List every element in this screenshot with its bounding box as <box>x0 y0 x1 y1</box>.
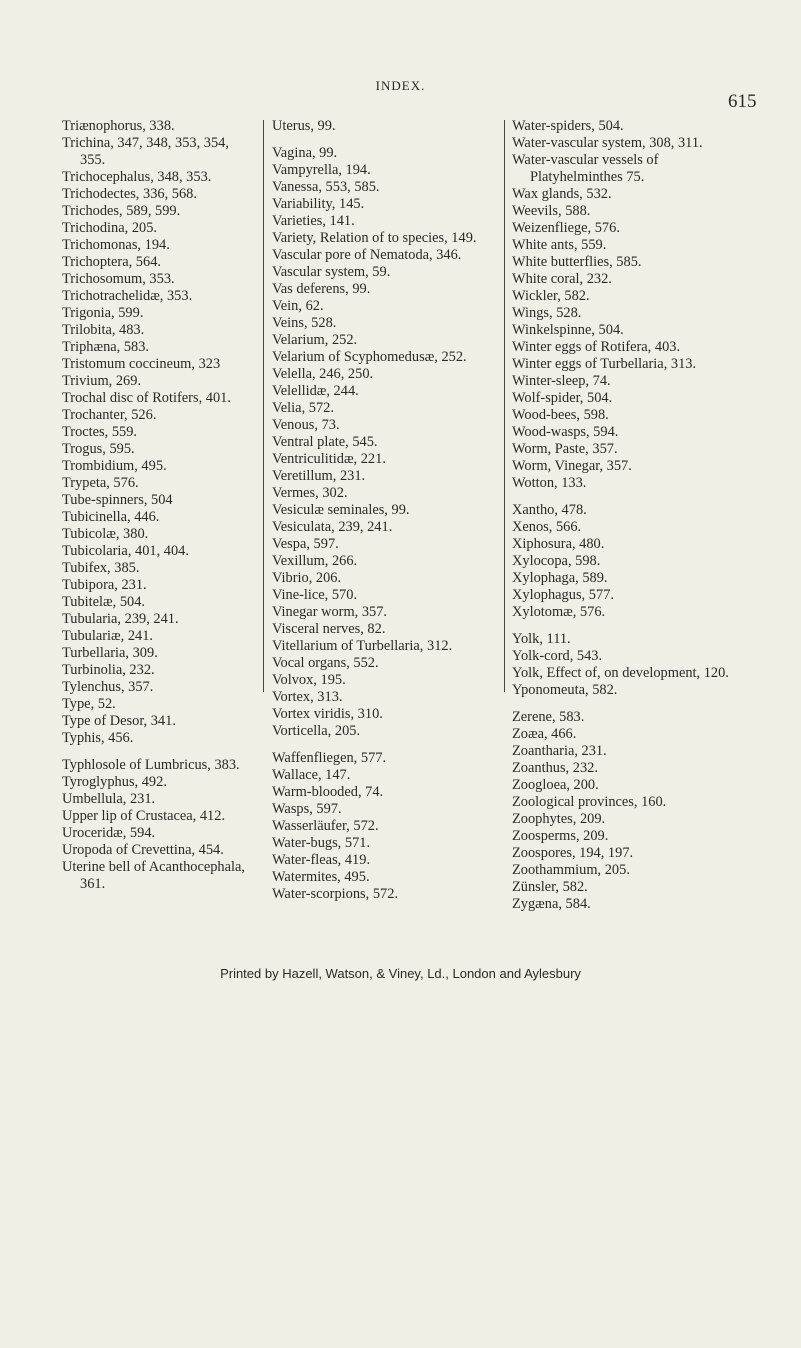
index-entry: Upper lip of Crustacea, 412. <box>62 808 226 824</box>
index-entry: Water-spiders, 504. <box>512 118 624 134</box>
index-entry: Zoospores, 194, 197. <box>512 845 634 861</box>
index-entry: Tubifex, 385. <box>62 560 140 576</box>
index-entry: Trichoptera, 564. <box>62 254 161 270</box>
index-entry: Vorticella, 205. <box>272 723 361 739</box>
index-entry: Ventral plate, 545. <box>272 434 378 450</box>
index-entry: Yolk-cord, 543. <box>512 648 603 664</box>
index-entry: Trichodectes, 336, 568. <box>62 186 197 202</box>
index-entry: Velarium of Scyphomedusæ, 252. <box>272 349 467 365</box>
index-entry: Uterine bell of Acanthocephala, 361. <box>62 859 246 892</box>
index-entry: Trichocephalus, 348, 353. <box>62 169 212 185</box>
index-entry: Weevils, 588. <box>512 203 591 219</box>
index-entry: Veins, 528. <box>272 315 337 331</box>
index-column-3 <box>512 118 744 913</box>
index-entry: Varieties, 141. <box>272 213 355 229</box>
index-entry: Zoothammium, 205. <box>512 862 630 878</box>
index-entry: Volvox, 195. <box>272 672 346 688</box>
index-entry: Xiphosura, 480. <box>512 536 605 552</box>
index-entry: Ventriculitidæ, 221. <box>272 451 386 467</box>
column-divider <box>263 120 264 692</box>
index-entry: Tubipora, 231. <box>62 577 147 593</box>
index-entry: Vine-lice, 570. <box>272 587 358 603</box>
index-entry: Velellidæ, 244. <box>272 383 359 399</box>
index-entry: Xylotomæ, 576. <box>512 604 606 620</box>
letter-group-gap <box>272 740 497 750</box>
index-entry: Trilobita, 483. <box>62 322 145 338</box>
index-entry: Tubicolæ, 380. <box>62 526 149 542</box>
index-entry: Zoogloea, 200. <box>512 777 599 793</box>
index-entry: Vascular pore of Nematoda, 346. <box>272 247 462 263</box>
index-entry: Visceral nerves, 82. <box>272 621 386 637</box>
letter-group-gap <box>512 621 744 631</box>
index-entry: Warm-blooded, 74. <box>272 784 384 800</box>
index-entry: Vespa, 597. <box>272 536 339 552</box>
index-entry: Xylophaga, 589. <box>512 570 608 586</box>
index-entry: Tubitelæ, 504. <box>62 594 146 610</box>
index-entry: Vortex viridis, 310. <box>272 706 383 722</box>
index-entry: Wax glands, 532. <box>512 186 612 202</box>
index-entry: Wickler, 582. <box>512 288 590 304</box>
index-entry: Vexillum, 266. <box>272 553 358 569</box>
index-entry: Tubularia, 239, 241. <box>62 611 179 627</box>
index-entry: Vesiculata, 239, 241. <box>272 519 393 535</box>
index-entry: Trombidium, 495. <box>62 458 167 474</box>
index-entry: Triphæna, 583. <box>62 339 150 355</box>
index-entry: Tristomum coccineum, 323 <box>62 356 221 372</box>
index-column-2 <box>272 118 497 903</box>
index-entry: Xenos, 566. <box>512 519 582 535</box>
index-entry: Zygæna, 584. <box>512 896 591 912</box>
index-entry: Vermes, 302. <box>272 485 348 501</box>
index-entry: Zoæa, 466. <box>512 726 577 742</box>
index-entry: Wood-wasps, 594. <box>512 424 619 440</box>
index-entry: Trichodes, 589, 599. <box>62 203 181 219</box>
index-entry: Water-bugs, 571. <box>272 835 371 851</box>
index-entry: Weizenfliege, 576. <box>512 220 620 236</box>
index-entry: Venous, 73. <box>272 417 340 433</box>
index-entry: Tube-spinners, 504 <box>62 492 173 508</box>
index-entry: Water-fleas, 419. <box>272 852 371 868</box>
index-entry: Xylophagus, 577. <box>512 587 614 603</box>
index-entry: Trivium, 269. <box>62 373 142 389</box>
index-entry: Wood-bees, 598. <box>512 407 609 423</box>
index-entry: Wasserläufer, 572. <box>272 818 379 834</box>
index-column-1 <box>62 118 257 893</box>
index-entry: Trichodina, 205. <box>62 220 158 236</box>
index-entry: Troctes, 559. <box>62 424 138 440</box>
letter-group-gap <box>272 135 497 145</box>
index-entry: Type of Desor, 341. <box>62 713 176 729</box>
index-entry: Trypeta, 576. <box>62 475 139 491</box>
index-entry: Vitellarium of Turbellaria, 312. <box>272 638 453 654</box>
letter-group-gap <box>512 699 744 709</box>
running-head: INDEX. <box>375 78 426 93</box>
index-entry: Wotton, 133. <box>512 475 587 491</box>
index-entry: Vein, 62. <box>272 298 324 314</box>
index-entry: Wallace, 147. <box>272 767 351 783</box>
index-entry: Wasps, 597. <box>272 801 342 817</box>
index-entry: Velarium, 252. <box>272 332 358 348</box>
index-entry: Vagina, 99. <box>272 145 338 161</box>
index-entry: Xantho, 478. <box>512 502 587 518</box>
index-entry: White butterflies, 585. <box>512 254 642 270</box>
index-entry: Uropoda of Crevettina, 454. <box>62 842 224 858</box>
index-entry: Uroceridæ, 594. <box>62 825 156 841</box>
letter-group-gap <box>62 747 257 757</box>
page-header <box>0 0 801 110</box>
index-entry: Worm, Vinegar, 357. <box>512 458 632 474</box>
index-entry: Waffenfliegen, 577. <box>272 750 387 766</box>
index-entry: Yolk, Effect of, on development, 120. <box>512 665 729 681</box>
index-entry: Xylocopa, 598. <box>512 553 601 569</box>
index-entry: Uterus, 99. <box>272 118 336 134</box>
index-entry: Trochanter, 526. <box>62 407 157 423</box>
index-entry: Tyroglyphus, 492. <box>62 774 167 790</box>
column-divider <box>504 120 505 692</box>
index-entry: Vesiculæ seminales, 99. <box>272 502 410 518</box>
index-entry: Trigonia, 599. <box>62 305 144 321</box>
index-entry: Wolf-spider, 504. <box>512 390 613 406</box>
index-entry: Velia, 572. <box>272 400 334 416</box>
printer-imprint: Printed by Hazell, Watson, & Viney, Ld., London and Aylesbury <box>220 966 581 981</box>
index-entry: Trichosomum, 353. <box>62 271 175 287</box>
index-entry: Turbellaria, 309. <box>62 645 158 661</box>
index-entry: Vortex, 313. <box>272 689 343 705</box>
index-entry: Vampyrella, 194. <box>272 162 371 178</box>
index-entry: Triænophorus, 338. <box>62 118 175 134</box>
index-entry: Wings, 528. <box>512 305 582 321</box>
index-entry: Turbinolia, 232. <box>62 662 155 678</box>
index-entry: Vinegar worm, 357. <box>272 604 388 620</box>
index-entry: Water-vascular system, 308, 311. <box>512 135 703 151</box>
index-entry: Winkelspinne, 504. <box>512 322 624 338</box>
index-entry: Watermites, 495. <box>272 869 370 885</box>
index-entry: Zoanthus, 232. <box>512 760 598 776</box>
index-entry: Type, 52. <box>62 696 116 712</box>
index-entry: Veretillum, 231. <box>272 468 366 484</box>
index-entry: Winter eggs of Turbellaria, 313. <box>512 356 697 372</box>
index-entry: Worm, Paste, 357. <box>512 441 618 457</box>
index-entry: Water-vascular vessels of Platyhelminthes 75. <box>512 152 659 185</box>
index-entry: Winter-sleep, 74. <box>512 373 611 389</box>
index-entry: Trichina, 347, 348, 353, 354, 355. <box>62 135 229 168</box>
index-entry: Zoological provinces, 160. <box>512 794 667 810</box>
index-entry: Typhlosole of Lumbricus, 383. <box>62 757 240 773</box>
index-entry: Variety, Relation of to species, 149. <box>272 230 477 246</box>
index-entry: Tubicinella, 446. <box>62 509 160 525</box>
index-entry: Tylenchus, 357. <box>62 679 154 695</box>
index-entry: Zoosperms, 209. <box>512 828 609 844</box>
index-entry: Zerene, 583. <box>512 709 585 725</box>
page-number: 615 <box>728 91 757 112</box>
index-entry: Vanessa, 553, 585. <box>272 179 380 195</box>
index-entry: Vibrio, 206. <box>272 570 342 586</box>
index-entry: Zoophytes, 209. <box>512 811 606 827</box>
index-entry: White ants, 559. <box>512 237 607 253</box>
index-entry: Tubicolaria, 401, 404. <box>62 543 189 559</box>
letter-group-gap <box>512 492 744 502</box>
index-entry: Variability, 145. <box>272 196 365 212</box>
index-entry: Winter eggs of Rotifera, 403. <box>512 339 681 355</box>
index-entry: Zoantharia, 231. <box>512 743 607 759</box>
index-entry: Umbellula, 231. <box>62 791 156 807</box>
index-entry: Yponomeuta, 582. <box>512 682 618 698</box>
index-entry: Vas deferens, 99. <box>272 281 371 297</box>
index-entry: Trichomonas, 194. <box>62 237 170 253</box>
index-entry: Typhis, 456. <box>62 730 134 746</box>
index-entry: Zünsler, 582. <box>512 879 588 895</box>
index-entry: Trichotrachelidæ, 353. <box>62 288 193 304</box>
index-entry: Yolk, 111. <box>512 631 571 647</box>
index-entry: Trogus, 595. <box>62 441 135 457</box>
index-entry: Vocal organs, 552. <box>272 655 379 671</box>
index-entry: Trochal disc of Rotifers, 401. <box>62 390 231 406</box>
index-entry: White coral, 232. <box>512 271 612 287</box>
index-entry: Tubulariæ, 241. <box>62 628 154 644</box>
index-entry: Vascular system, 59. <box>272 264 391 280</box>
index-entry: Velella, 246, 250. <box>272 366 374 382</box>
index-entry: Water-scorpions, 572. <box>272 886 399 902</box>
